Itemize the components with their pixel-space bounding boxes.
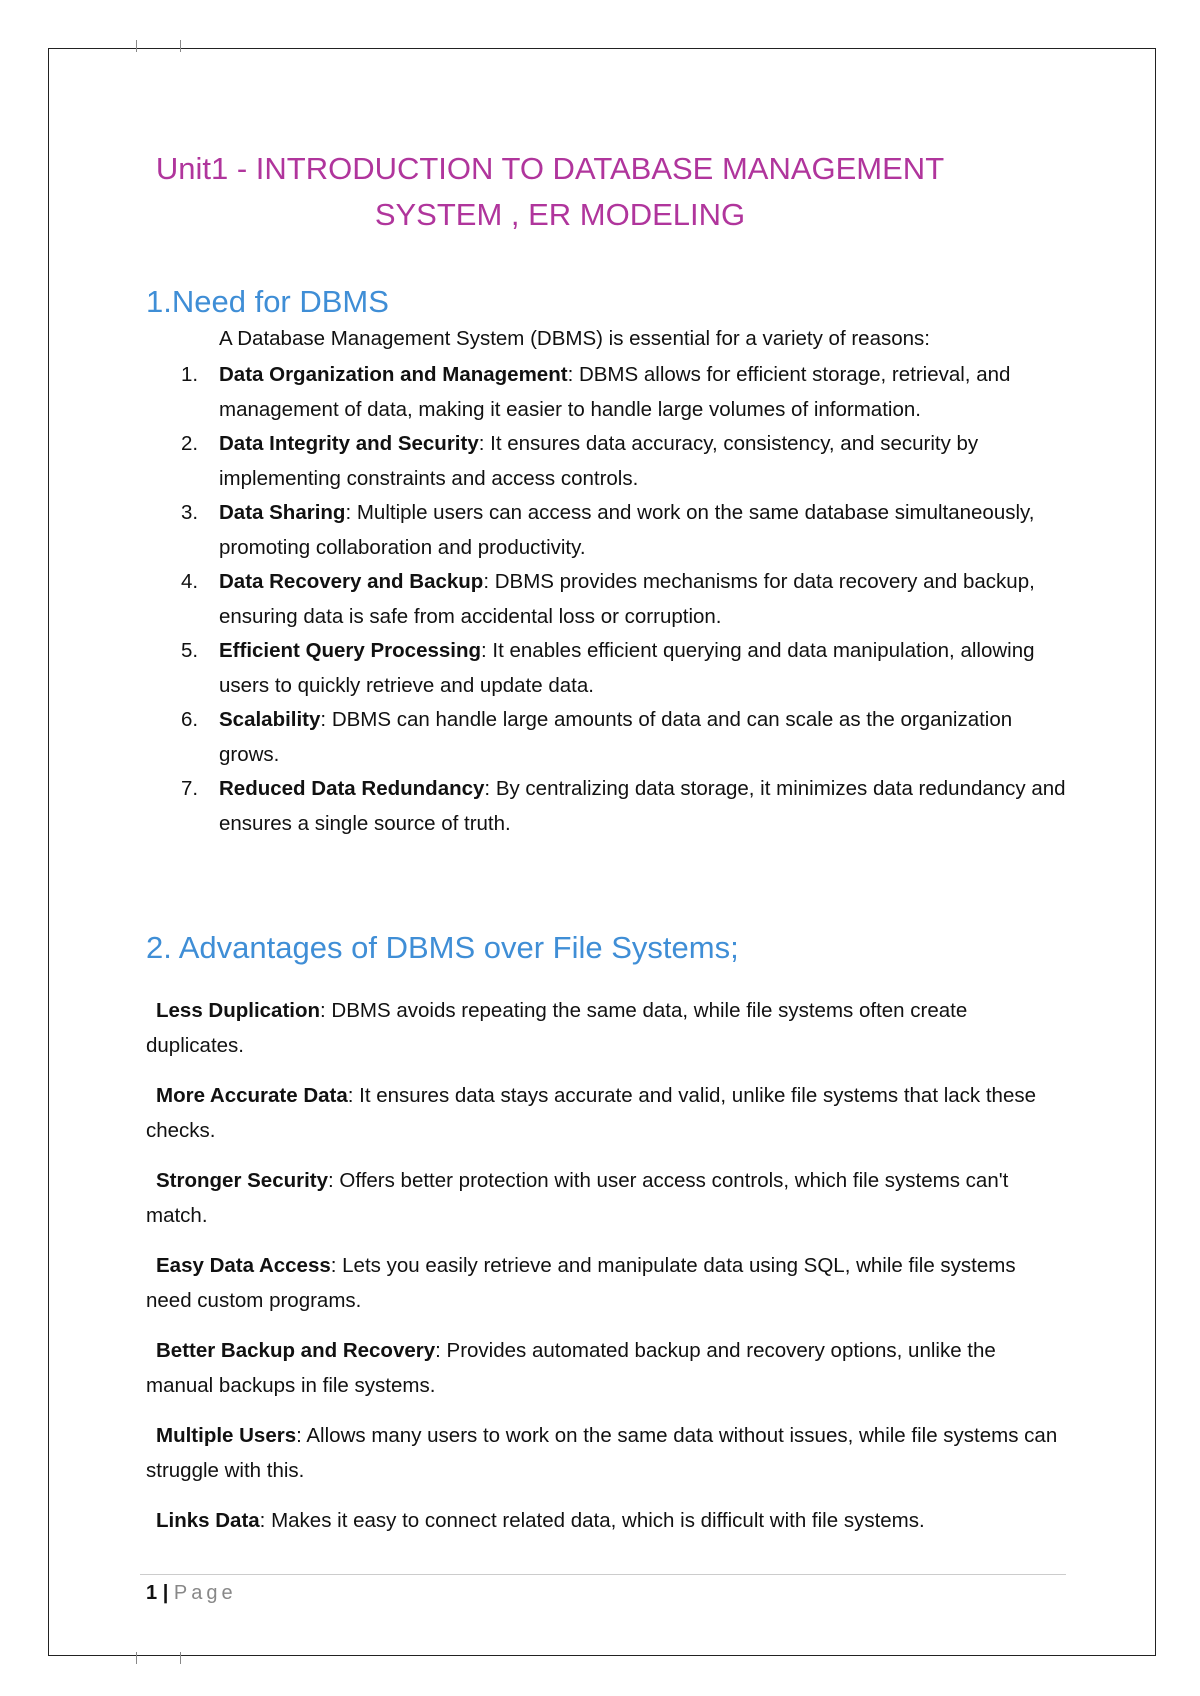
item-term: Better Backup and Recovery bbox=[156, 1339, 436, 1362]
item-text: : It ensures data stays accurate and valid, unlike file systems that lack these checks. bbox=[146, 1084, 1037, 1142]
item-text: : Makes it easy to connect related data, which is difficult with file systems. bbox=[259, 1509, 925, 1532]
footer-separator: | bbox=[162, 1582, 169, 1604]
page-label: Page bbox=[173, 1582, 237, 1604]
advantage-item bbox=[146, 1419, 1066, 1488]
advantage-item bbox=[146, 1249, 1066, 1318]
item-text: : DBMS avoids repeating the same data, while file systems often create duplicates. bbox=[146, 999, 968, 1057]
section-1-heading: 1.Need for DBMS bbox=[146, 284, 389, 319]
item-term: Data Integrity and Security bbox=[219, 432, 479, 455]
item-number: 2. bbox=[181, 432, 199, 455]
item-text: : By centralizing data storage, it minimizes data redundancy and ensures a single source of truth. bbox=[219, 777, 1066, 835]
advantage-item bbox=[146, 994, 1066, 1063]
item-number: 3. bbox=[181, 501, 199, 524]
page-number: 1 bbox=[146, 1582, 158, 1604]
footer-divider bbox=[140, 1574, 1066, 1575]
item-number: 7. bbox=[181, 777, 199, 800]
item-number: 1. bbox=[181, 363, 199, 386]
item-number: 6. bbox=[181, 708, 199, 731]
advantage-item bbox=[146, 1504, 1066, 1539]
item-text: : Lets you easily retrieve and manipulate data using SQL, while file systems need custom programs. bbox=[146, 1254, 1016, 1312]
item-term: Reduced Data Redundancy bbox=[219, 777, 485, 800]
item-term: Multiple Users bbox=[156, 1424, 297, 1447]
list-item bbox=[181, 427, 1069, 496]
item-term: Data Organization and Management bbox=[219, 363, 568, 386]
item-text: : Offers better protection with user access controls, which file systems can't match. bbox=[146, 1169, 1009, 1227]
need-list bbox=[181, 358, 1069, 841]
item-term: More Accurate Data bbox=[156, 1084, 348, 1107]
item-number: 5. bbox=[181, 639, 199, 662]
corner-mark bbox=[180, 1652, 181, 1664]
item-term: Data Recovery and Backup bbox=[219, 570, 484, 593]
item-text: : DBMS can handle large amounts of data and can scale as the organization grows. bbox=[219, 708, 1013, 766]
list-item bbox=[181, 358, 1069, 427]
document-title bbox=[0, 146, 1100, 238]
section-1-intro: A Database Management System (DBMS) is essential for a variety of reasons: bbox=[219, 327, 930, 350]
list-item bbox=[181, 496, 1069, 565]
item-text: : DBMS allows for efficient storage, retrieval, and management of data, making it easier to handle large volumes of information. bbox=[219, 363, 1011, 421]
item-term: Data Sharing bbox=[219, 501, 346, 524]
title-line-2: SYSTEM , ER MODELING bbox=[374, 197, 746, 232]
item-term: Scalability bbox=[219, 708, 321, 731]
item-term: Efficient Query Processing bbox=[219, 639, 482, 662]
advantage-item bbox=[146, 1164, 1066, 1233]
item-text: : It ensures data accuracy, consistency, and security by implementing constraints and access controls. bbox=[219, 432, 979, 490]
title-line-1: Unit1 - INTRODUCTION TO DATABASE MANAGEMENT bbox=[155, 151, 945, 186]
item-number: 4. bbox=[181, 570, 199, 593]
item-term: Stronger Security bbox=[156, 1169, 329, 1192]
list-item bbox=[181, 634, 1069, 703]
corner-mark bbox=[136, 40, 137, 52]
advantage-item bbox=[146, 1334, 1066, 1403]
page-footer bbox=[146, 1578, 237, 1608]
corner-mark bbox=[180, 40, 181, 52]
list-item bbox=[181, 772, 1069, 841]
list-item bbox=[181, 703, 1069, 772]
item-term: Easy Data Access bbox=[156, 1254, 331, 1277]
item-text: : Provides automated backup and recovery options, unlike the manual backups in file systems. bbox=[146, 1339, 996, 1397]
section-2-heading: 2. Advantages of DBMS over File Systems; bbox=[146, 930, 739, 965]
item-term: Links Data bbox=[156, 1509, 260, 1532]
item-text: : Multiple users can access and work on the same database simultaneously, promoting collaboration and productivity. bbox=[219, 501, 1035, 559]
advantage-item bbox=[146, 1079, 1066, 1148]
list-item bbox=[181, 565, 1069, 634]
item-text: : DBMS provides mechanisms for data recovery and backup, ensuring data is safe from accidental loss or corruption. bbox=[219, 570, 1035, 628]
item-text: : It enables efficient querying and data manipulation, allowing users to quickly retrieve and update data. bbox=[219, 639, 1035, 697]
item-term: Less Duplication bbox=[156, 999, 321, 1022]
corner-mark bbox=[136, 1652, 137, 1664]
item-text: : Allows many users to work on the same data without issues, while file systems can struggle with this. bbox=[146, 1424, 1058, 1482]
